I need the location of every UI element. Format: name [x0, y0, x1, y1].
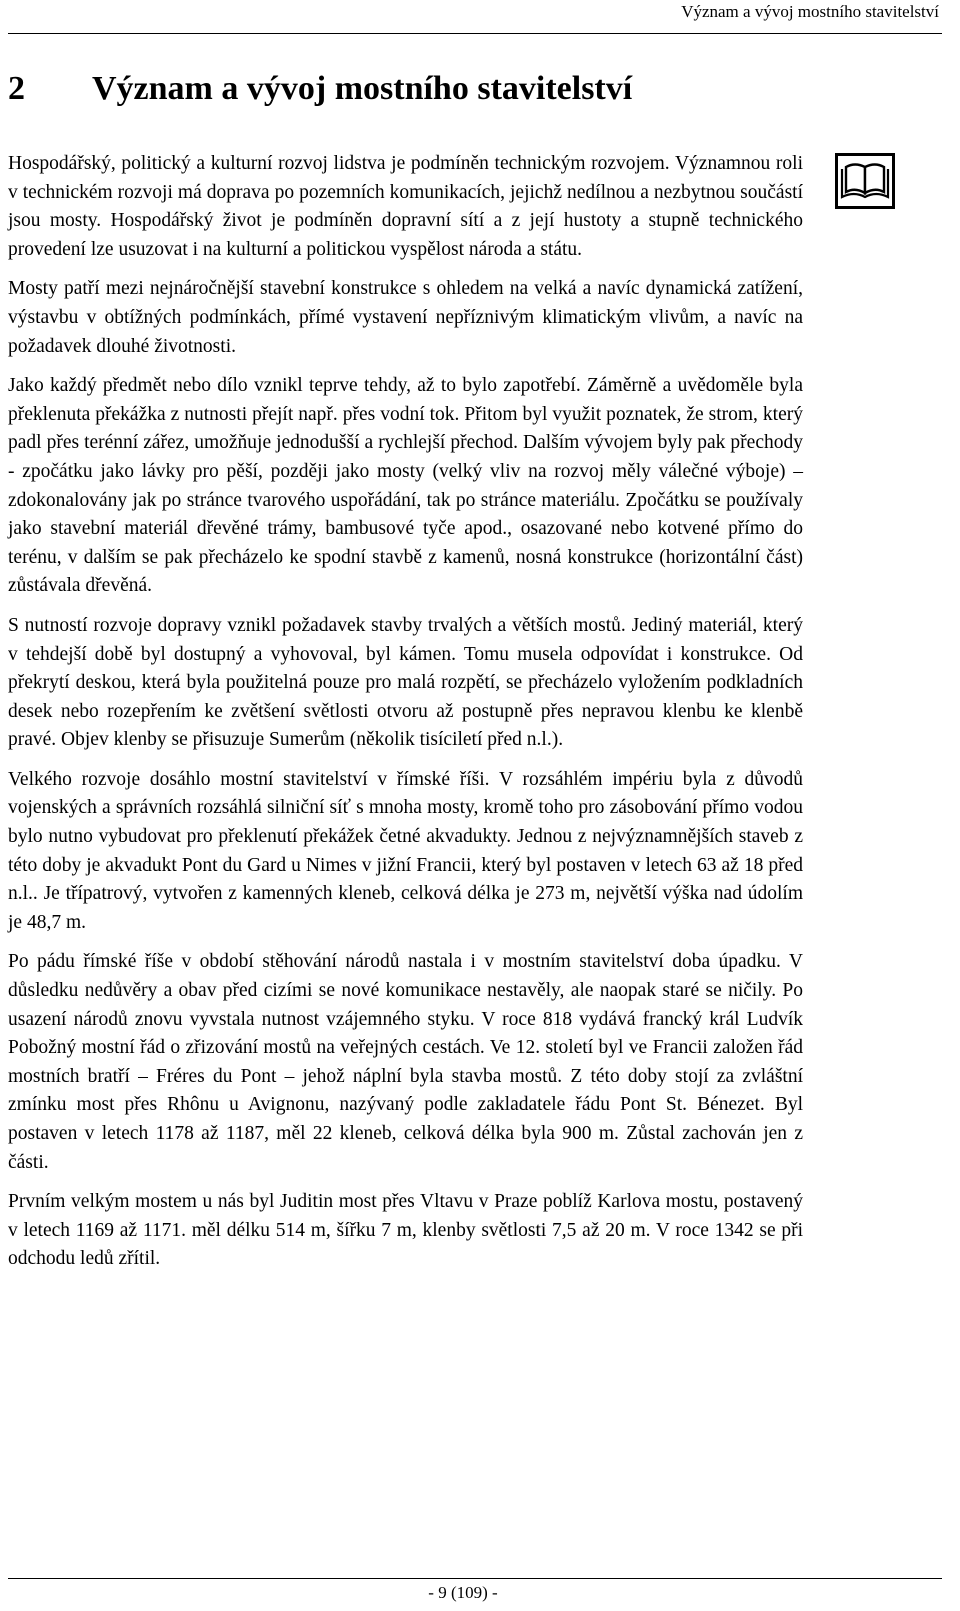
chapter-body: [8, 150, 803, 1285]
paragraph: Po pádu římské říše v období stěhování národů nastala i v mostním stavitelství doba úpadku. V důsledku nedůvěry a obav před cizími se nové komunikace nestavěly, ale naopak staré se ničily. Po usazení národů znovu vyvstala nutnost vzájemného styku. V roce 818 vydává francký král Ludvík Pobožný mostní řád o zřizování mostů na veřejných cestách. Ve 12. století byl ve Francii založen řád mostních bratří – Fréres du Pont – jehož náplní byla stavba mostů. Z této doby stojí za zvláštní zmínku most přes Rhônu u Avignonu, nazývaný podle zakladatele řádu Pont St. Bénezet. Byl postaven v letech 1178 až 1187, měl 22 kleneb, celková délka byla 900 m. Zůstal zachován jen z části.: [8, 951, 803, 1173]
page-number: - 9 (109) -: [428, 1583, 498, 1602]
footer-divider: [8, 1578, 942, 1579]
paragraph: Prvním velkým mostem u nás byl Juditin most přes Vltavu v Praze poblíž Karlova mostu, postavený v letech 1169 až 1171. měl délku 514 m, šířku 7 m, klenby světlosti 7,5 až 20 m. V roce 1342 se při odchodu ledů zřítil.: [8, 1191, 803, 1270]
paragraph: S nutností rozvoje dopravy vznikl požadavek stavby trvalých a větších mostů. Jediný materiál, který v tehdejší době byl dostupný a vyhovoval, byl kámen. Tomu musela odpovídat i konstrukce. Od překrytí deskou, která byla použitelná pouze pro malá rozpětí, se přecházelo vyložením podkladních desek nebo rozepřením ke zvětšení světlosti otvoru až postupně přes nepravou klenbu ke klenbě pravé. Objev klenby se přisuzuje Sumerům (několik tisíciletí před n.l.).: [8, 614, 803, 751]
paragraph: Jako každý předmět nebo dílo vznikl teprve tehdy, až to bylo zapotřebí. Záměrně a uvědoměle byla překlenuta překážka z nutnosti přejít např. přes vodní tok. Přitom byl využit poznatek, že strom, který padl přes terénní zářez, umožňuje jednodušší a rychlejší přechod. Dalším vývojem byly pak přechody - zpočátku jako lávky pro pěší, později jako mosty (velký vliv na rozvoj měly válečné výboje) – zdokonalovány jak po stránce tvarového uspořádání, tak po stránce materiálu. Zpočátku se používaly jako stavební materiál dřevěné trámy, bambusové tyče apod., osazované nebo kotvené přímo do terénu, v dalším se pak přecházelo ke spodní stavbě z kamenů, nosná konstrukce (horizontální část) zůstávala dřevěná.: [8, 375, 803, 597]
chapter-title: Význam a vývoj mostního stavitelství: [92, 70, 633, 107]
running-header: Význam a vývoj mostního stavitelství: [681, 2, 939, 21]
header-divider: [8, 33, 942, 34]
chapter-number: 2: [8, 70, 25, 107]
paragraph: Hospodářský, politický a kulturní rozvoj lidstva je podmíněn technickým rozvojem. Významnou roli v technickém rozvoji má doprava po pozemních komunikacích, jejichž nedílnou a nezbytnou součástí jsou mosty. Hospodářský život je podmíněn dopravní sítí a z její hustoty a stupně technického provedení lze usuzovat i na kulturní a politickou vyspělost národa a státu.: [8, 153, 803, 260]
paragraph: Velkého rozvoje dosáhlo mostní stavitelství v římské říši. V rozsáhlém impériu byla z důvodů vojenských a správních rozsáhlá silniční síť s mnoha mosty, kromě toho pro zásobování přímo vodou bylo nutno vybudovat pro překlenutí překážek četné akvadukty. Jednou z nejvýznamnějších staveb z této doby je akvadukt Pont du Gard u Nimes v jižní Francii, který byl postaven v letech 63 až 18 před n.l.. Je třípatrový, vytvořen z kamenných kleneb, celková délka je 273 m, největší výška nad údolím je 48,7 m.: [8, 768, 803, 933]
open-book-icon: [835, 153, 895, 209]
paragraph: Mosty patří mezi nejnáročnější stavební konstrukce s ohledem na velká a navíc dynamická zatížení, výstavbu v obtížných podmínkách, přímé vystavení nepříznivým klimatickým vlivům, a navíc na požadavek dlouhé životnosti.: [8, 278, 803, 357]
chapter-heading: [8, 70, 632, 108]
